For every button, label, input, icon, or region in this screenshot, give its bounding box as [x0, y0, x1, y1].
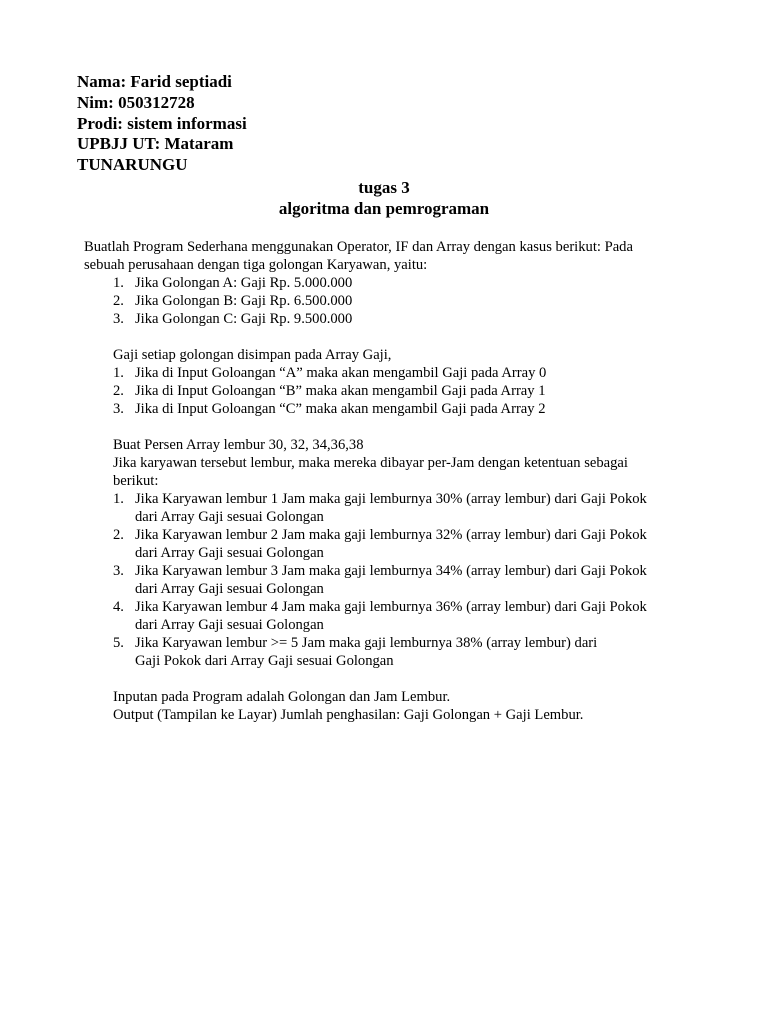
spacer — [84, 328, 684, 346]
student-upbjj: UPBJJ UT: Mataram — [77, 134, 234, 154]
student-note: TUNARUNGU — [77, 155, 188, 175]
lembur-list — [84, 490, 684, 670]
assignment-title: tugas 3 — [358, 178, 410, 197]
list-item: 5. Jika Karyawan lembur >= 5 Jam maka gaji lemburnya 38% (array lembur) dari Gaji Pokok dari Array Gaji sesuai Golongan — [113, 635, 598, 669]
list-item: 1. Jika Karyawan lembur 1 Jam maka gaji lemburnya 30% (array lembur) dari Gaji Pokok dari Array Gaji sesuai Golongan — [113, 491, 647, 525]
lembur-intro-line-2: Jika karyawan tersebut lembur, maka mereka dibayar per-Jam dengan ketentuan sebagai — [113, 455, 628, 471]
student-prodi: Prodi: sistem informasi — [77, 113, 247, 133]
list-item: 1. Jika di Input Goloangan “A” maka akan mengambil Gaji pada Array 0 — [113, 365, 547, 381]
array-list — [84, 364, 684, 418]
list-item: 2. Jika di Input Goloangan “B” maka akan mengambil Gaji pada Array 1 — [113, 383, 546, 399]
list-item: 3. Jika Karyawan lembur 3 Jam maka gaji lemburnya 34% (array lembur) dari Gaji Pokok dari Array Gaji sesuai Golongan — [113, 563, 647, 597]
spacer — [84, 418, 684, 436]
list-item: 3. Jika di Input Goloangan “C” maka akan mengambil Gaji pada Array 2 — [113, 401, 546, 417]
closing-input: Inputan pada Program adalah Golongan dan Jam Lembur. — [113, 689, 451, 705]
lembur-intro-line-3: berikut: — [113, 473, 159, 489]
student-info — [77, 72, 247, 176]
student-name: Nama: Farid septiadi — [77, 72, 232, 91]
intro-line-2: sebuah perusahaan dengan tiga golongan Karyawan, yaitu: — [84, 257, 428, 273]
list-item: 2. Jika Karyawan lembur 2 Jam maka gaji lemburnya 32% (array lembur) dari Gaji Pokok dari Array Gaji sesuai Golongan — [113, 527, 647, 561]
list-item: 4. Jika Karyawan lembur 4 Jam maka gaji lemburnya 36% (array lembur) dari Gaji Pokok dari Array Gaji sesuai Golongan — [113, 599, 647, 633]
assignment-body — [84, 238, 684, 724]
golongan-list — [84, 274, 684, 328]
spacer — [84, 670, 684, 688]
list-item: 2. Jika Golongan B: Gaji Rp. 6.500.000 — [113, 293, 353, 309]
closing-output: Output (Tampilan ke Layar) Jumlah penghasilan: Gaji Golongan + Gaji Lembur. — [113, 707, 584, 723]
list-item: 3. Jika Golongan C: Gaji Rp. 9.500.000 — [113, 311, 353, 327]
array-intro: Gaji setiap golongan disimpan pada Array Gaji, — [113, 347, 392, 363]
lembur-intro-line-1: Buat Persen Array lembur 30, 32, 34,36,38 — [113, 437, 364, 453]
document-title — [0, 177, 768, 219]
student-nim: Nim: 050312728 — [77, 92, 195, 112]
list-item: 1. Jika Golongan A: Gaji Rp. 5.000.000 — [113, 275, 353, 291]
intro-line-1: Buatlah Program Sederhana menggunakan Operator, IF dan Array dengan kasus berikut: Pada — [84, 239, 633, 255]
course-title: algoritma dan pemrograman — [278, 199, 490, 218]
